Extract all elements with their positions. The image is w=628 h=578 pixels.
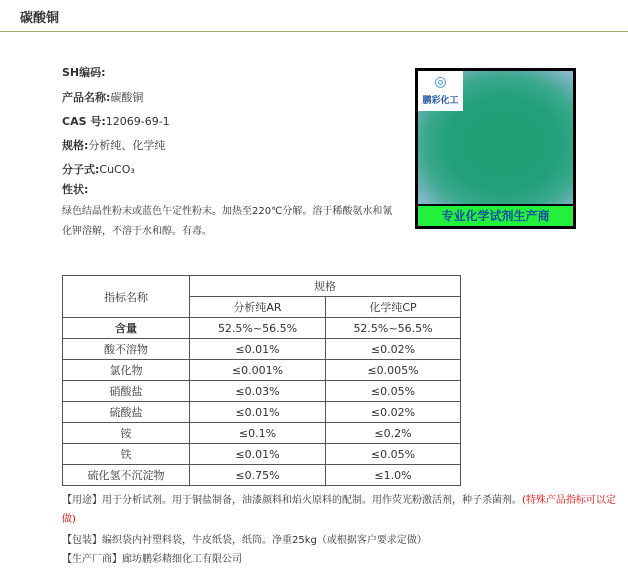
cell-ar: ≤0.01% (190, 402, 326, 423)
cell-name: 铵 (63, 423, 190, 444)
photo-banner: 专业化学试剂生产商 (418, 206, 573, 226)
cell-name: 硫酸盐 (63, 402, 190, 423)
spec-table (62, 275, 461, 486)
header-ar: 分析纯AR (190, 297, 326, 318)
formula: 分子式:CuCO₃ (62, 163, 135, 176)
cell-name: 硝酸盐 (63, 381, 190, 402)
title-divider (0, 31, 628, 32)
cell-cp: ≤0.005% (326, 360, 461, 381)
cell-name: 氯化物 (63, 360, 190, 381)
cell-ar: ≤0.75% (190, 465, 326, 486)
cell-cp: ≤1.0% (326, 465, 461, 486)
properties-label: 性状: (62, 183, 89, 196)
cas-number: CAS 号:12069-69-1 (62, 115, 170, 128)
table-row (63, 318, 461, 339)
logo-mark-icon: ◎ (434, 74, 447, 90)
cell-ar: ≤0.1% (190, 423, 326, 444)
cell-cp: ≤0.05% (326, 444, 461, 465)
usage: 【用途】用于分析试剂。用于铜盐制备，油漆颜料和焰火原料的配制。用作荧光粉激活剂，种子杀菌剂。(特殊产品指标可以定做) (62, 495, 616, 525)
cell-cp: 52.5%~56.5% (326, 318, 461, 339)
cell-name: 硫化氢不沉淀物 (63, 465, 190, 486)
header-name: 指标名称 (63, 276, 190, 318)
header-cp: 化学纯CP (326, 297, 461, 318)
table-row (63, 402, 461, 423)
cell-cp: ≤0.05% (326, 381, 461, 402)
cell-ar: 52.5%~56.5% (190, 318, 326, 339)
table-row (63, 465, 461, 486)
packing: 【包装】编织袋内衬塑料袋，牛皮纸袋，纸筒。净重25kg（或根据客户要求定做） (62, 535, 427, 546)
usage-note: (特殊产品指标可以定做 (62, 495, 616, 525)
specification: 规格:分析纯、化学纯 (62, 139, 166, 152)
table-row (63, 423, 461, 444)
cell-ar: ≤0.01% (190, 339, 326, 360)
cell-name: 含量 (63, 318, 190, 339)
table-row (63, 381, 461, 402)
properties-line: 绿色结晶性粉末或蓝色午定性粉末。加热至220℃分解。溶于稀酸氨水和氰 (62, 206, 393, 217)
properties-text (62, 202, 407, 242)
company-logo: ◎ 鹏彩化工 (418, 71, 463, 111)
cell-cp: ≤0.02% (326, 339, 461, 360)
properties-line: 化钾溶解，不溶于水和醇。有毒。 (62, 226, 212, 237)
footer-notes (62, 491, 618, 569)
header-group: 规格 (190, 276, 461, 297)
product-photo (415, 68, 576, 229)
product-name: 产品名称:碳酸铜 (62, 91, 144, 104)
cell-cp: ≤0.02% (326, 402, 461, 423)
sh-code: SH编码: (62, 66, 106, 79)
cell-cp: ≤0.2% (326, 423, 461, 444)
table-row (63, 339, 461, 360)
cell-name: 酸不溶物 (63, 339, 190, 360)
cell-ar: ≤0.01% (190, 444, 326, 465)
manufacturer: 【生产厂商】廊坊鹏彩精细化工有限公司 (62, 554, 242, 565)
table-row (63, 360, 461, 381)
page-title: 碳酸铜 (20, 11, 60, 26)
cell-name: 铁 (63, 444, 190, 465)
usage-note-end: ) (72, 514, 76, 525)
cell-ar: ≤0.03% (190, 381, 326, 402)
cell-ar: ≤0.001% (190, 360, 326, 381)
table-row (63, 444, 461, 465)
